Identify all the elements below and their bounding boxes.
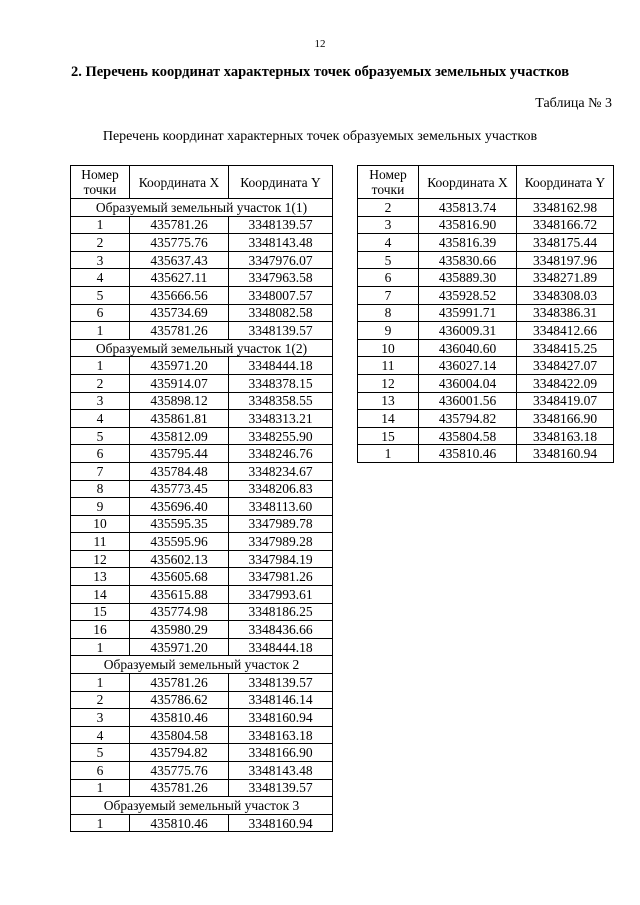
coordinate-y-cell: 3348082.58 bbox=[229, 304, 333, 322]
coordinate-x-cell: 435928.52 bbox=[419, 286, 517, 304]
coordinate-y-cell: 3348139.57 bbox=[229, 322, 333, 340]
table-row bbox=[71, 410, 333, 428]
coordinate-y-cell: 3348378.15 bbox=[229, 374, 333, 392]
point-number-cell: 6 bbox=[71, 445, 130, 463]
coordinate-y-cell: 3348007.57 bbox=[229, 286, 333, 304]
point-number-cell: 4 bbox=[71, 269, 130, 287]
parcel-section-label: Образуемый земельный участок 1(2) bbox=[71, 339, 333, 357]
coordinate-y-cell: 3347984.19 bbox=[229, 550, 333, 568]
table-row bbox=[71, 744, 333, 762]
coordinate-x-cell: 435781.26 bbox=[130, 779, 229, 797]
point-number-cell: 4 bbox=[71, 410, 130, 428]
table-row bbox=[358, 234, 614, 252]
header-coordinate-x: Координата X bbox=[130, 166, 229, 199]
coordinate-x-cell: 435627.11 bbox=[130, 269, 229, 287]
point-number-cell: 10 bbox=[358, 339, 419, 357]
coordinates-table-right bbox=[357, 165, 614, 463]
coordinate-y-cell: 3347989.28 bbox=[229, 533, 333, 551]
coordinate-x-cell: 435816.39 bbox=[419, 234, 517, 252]
header-point-number: Номер точки bbox=[71, 166, 130, 199]
point-number-cell: 12 bbox=[358, 374, 419, 392]
coordinate-x-cell: 435786.62 bbox=[130, 691, 229, 709]
coordinate-y-cell: 3348175.44 bbox=[517, 234, 614, 252]
point-number-cell: 9 bbox=[358, 322, 419, 340]
coordinate-x-cell: 436001.56 bbox=[419, 392, 517, 410]
table-row bbox=[71, 586, 333, 604]
table-row bbox=[358, 251, 614, 269]
table-row bbox=[358, 392, 614, 410]
coordinate-x-cell: 435816.90 bbox=[419, 216, 517, 234]
table-caption: Перечень координат характерных точек образуемых земельных участков bbox=[102, 129, 538, 144]
table-row bbox=[71, 427, 333, 445]
parcel-section-row bbox=[71, 339, 333, 357]
coordinate-x-cell: 435775.76 bbox=[130, 762, 229, 780]
coordinate-x-cell: 436040.60 bbox=[419, 339, 517, 357]
coordinate-x-cell: 435861.81 bbox=[130, 410, 229, 428]
table-row bbox=[71, 251, 333, 269]
table-row bbox=[358, 357, 614, 375]
coordinate-x-cell: 435889.30 bbox=[419, 269, 517, 287]
table-header-row bbox=[71, 166, 333, 199]
table-row bbox=[71, 603, 333, 621]
table-row bbox=[71, 357, 333, 375]
table-row bbox=[71, 286, 333, 304]
table-row bbox=[71, 462, 333, 480]
table-row bbox=[71, 515, 333, 533]
coordinate-x-cell: 435781.26 bbox=[130, 322, 229, 340]
table-row bbox=[71, 568, 333, 586]
coordinate-x-cell: 435812.09 bbox=[130, 427, 229, 445]
point-number-cell: 6 bbox=[358, 269, 419, 287]
point-number-cell: 1 bbox=[71, 674, 130, 692]
coordinate-y-cell: 3348412.66 bbox=[517, 322, 614, 340]
table-row bbox=[71, 709, 333, 727]
parcel-section-row bbox=[71, 656, 333, 674]
table-row bbox=[71, 779, 333, 797]
coordinate-y-cell: 3348143.48 bbox=[229, 762, 333, 780]
coordinate-x-cell: 435898.12 bbox=[130, 392, 229, 410]
table-header-row bbox=[358, 166, 614, 199]
parcel-section-row bbox=[71, 797, 333, 815]
coordinate-y-cell: 3347989.78 bbox=[229, 515, 333, 533]
table-row bbox=[71, 621, 333, 639]
coordinate-x-cell: 435991.71 bbox=[419, 304, 517, 322]
coordinate-y-cell: 3348255.90 bbox=[229, 427, 333, 445]
coordinate-y-cell: 3348163.18 bbox=[229, 726, 333, 744]
point-number-cell: 9 bbox=[71, 498, 130, 516]
coordinate-x-cell: 435781.26 bbox=[130, 216, 229, 234]
parcel-section-label: Образуемый земельный участок 3 bbox=[71, 797, 333, 815]
coordinate-y-cell: 3347963.58 bbox=[229, 269, 333, 287]
parcel-section-row bbox=[71, 199, 333, 217]
coordinate-y-cell: 3348358.55 bbox=[229, 392, 333, 410]
coordinate-x-cell: 435602.13 bbox=[130, 550, 229, 568]
table-body-right bbox=[358, 199, 614, 463]
coordinate-y-cell: 3348139.57 bbox=[229, 779, 333, 797]
point-number-cell: 16 bbox=[71, 621, 130, 639]
point-number-cell: 2 bbox=[71, 691, 130, 709]
point-number-cell: 7 bbox=[358, 286, 419, 304]
coordinate-x-cell: 435830.66 bbox=[419, 251, 517, 269]
table-row bbox=[71, 498, 333, 516]
section-heading: 2. Перечень координат характерных точек образуемых земельных участков bbox=[70, 64, 570, 80]
coordinate-y-cell: 3348143.48 bbox=[229, 234, 333, 252]
table-row bbox=[71, 533, 333, 551]
point-number-cell: 1 bbox=[71, 779, 130, 797]
coordinate-x-cell: 435637.43 bbox=[130, 251, 229, 269]
coordinate-x-cell: 435781.26 bbox=[130, 674, 229, 692]
table-row bbox=[71, 550, 333, 568]
point-number-cell: 3 bbox=[71, 392, 130, 410]
coordinate-y-cell: 3348419.07 bbox=[517, 392, 614, 410]
coordinate-x-cell: 435595.35 bbox=[130, 515, 229, 533]
point-number-cell: 1 bbox=[71, 216, 130, 234]
table-row bbox=[358, 427, 614, 445]
point-number-cell: 1 bbox=[71, 638, 130, 656]
point-number-cell: 8 bbox=[358, 304, 419, 322]
coordinate-y-cell: 3348415.25 bbox=[517, 339, 614, 357]
point-number-cell: 3 bbox=[71, 251, 130, 269]
point-number-cell: 7 bbox=[71, 462, 130, 480]
point-number-cell: 14 bbox=[71, 586, 130, 604]
coordinate-y-cell: 3348162.98 bbox=[517, 199, 614, 217]
coordinate-y-cell: 3348139.57 bbox=[229, 674, 333, 692]
parcel-section-label: Образуемый земельный участок 1(1) bbox=[71, 199, 333, 217]
header-coordinate-y: Координата Y bbox=[517, 166, 614, 199]
coordinate-x-cell: 436009.31 bbox=[419, 322, 517, 340]
coordinate-x-cell: 435615.88 bbox=[130, 586, 229, 604]
coordinate-y-cell: 3348163.18 bbox=[517, 427, 614, 445]
coordinate-x-cell: 435980.29 bbox=[130, 621, 229, 639]
table-row bbox=[358, 216, 614, 234]
coordinate-y-cell: 3347993.61 bbox=[229, 586, 333, 604]
coordinate-x-cell: 435804.58 bbox=[130, 726, 229, 744]
coordinate-x-cell: 435810.46 bbox=[130, 814, 229, 832]
coordinate-y-cell: 3348436.66 bbox=[229, 621, 333, 639]
coordinate-x-cell: 435810.46 bbox=[130, 709, 229, 727]
coordinate-y-cell: 3348427.07 bbox=[517, 357, 614, 375]
point-number-cell: 3 bbox=[358, 216, 419, 234]
coordinate-x-cell: 435914.07 bbox=[130, 374, 229, 392]
coordinate-y-cell: 3348271.89 bbox=[517, 269, 614, 287]
point-number-cell: 2 bbox=[71, 374, 130, 392]
point-number-cell: 6 bbox=[71, 762, 130, 780]
table-body-left bbox=[71, 199, 333, 832]
point-number-cell: 3 bbox=[71, 709, 130, 727]
table-row bbox=[358, 304, 614, 322]
coordinate-y-cell: 3348206.83 bbox=[229, 480, 333, 498]
coordinate-y-cell: 3348308.03 bbox=[517, 286, 614, 304]
coordinate-x-cell: 435794.82 bbox=[130, 744, 229, 762]
table-row bbox=[71, 322, 333, 340]
header-coordinate-x: Координата X bbox=[419, 166, 517, 199]
point-number-cell: 5 bbox=[71, 744, 130, 762]
table-row bbox=[71, 480, 333, 498]
coordinate-x-cell: 435734.69 bbox=[130, 304, 229, 322]
header-point-number: Номер точки bbox=[358, 166, 419, 199]
coordinate-x-cell: 435773.45 bbox=[130, 480, 229, 498]
table-row bbox=[71, 691, 333, 709]
table-row bbox=[71, 674, 333, 692]
table-row bbox=[358, 269, 614, 287]
coordinate-y-cell: 3347976.07 bbox=[229, 251, 333, 269]
table-row bbox=[71, 638, 333, 656]
coordinate-y-cell: 3348386.31 bbox=[517, 304, 614, 322]
coordinate-x-cell: 435971.20 bbox=[130, 357, 229, 375]
coordinate-x-cell: 435784.48 bbox=[130, 462, 229, 480]
coordinate-x-cell: 435804.58 bbox=[419, 427, 517, 445]
point-number-cell: 11 bbox=[358, 357, 419, 375]
point-number-cell: 10 bbox=[71, 515, 130, 533]
point-number-cell: 8 bbox=[71, 480, 130, 498]
point-number-cell: 1 bbox=[71, 357, 130, 375]
coordinate-y-cell: 3348160.94 bbox=[229, 814, 333, 832]
header-coordinate-y: Координата Y bbox=[229, 166, 333, 199]
table-number: Таблица № 3 bbox=[535, 96, 612, 111]
table-row bbox=[71, 726, 333, 744]
coordinate-y-cell: 3348166.72 bbox=[517, 216, 614, 234]
coordinate-x-cell: 435794.82 bbox=[419, 410, 517, 428]
table-row bbox=[71, 445, 333, 463]
coordinate-x-cell: 435971.20 bbox=[130, 638, 229, 656]
point-number-cell: 14 bbox=[358, 410, 419, 428]
table-row bbox=[71, 304, 333, 322]
page-number: 12 bbox=[314, 38, 326, 50]
table-row bbox=[71, 374, 333, 392]
point-number-cell: 5 bbox=[71, 427, 130, 445]
table-row bbox=[71, 234, 333, 252]
point-number-cell: 4 bbox=[358, 234, 419, 252]
coordinate-y-cell: 3348313.21 bbox=[229, 410, 333, 428]
coordinate-x-cell: 435810.46 bbox=[419, 445, 517, 463]
coordinate-y-cell: 3348422.09 bbox=[517, 374, 614, 392]
table-row bbox=[71, 762, 333, 780]
coordinate-y-cell: 3348186.25 bbox=[229, 603, 333, 621]
point-number-cell: 5 bbox=[358, 251, 419, 269]
point-number-cell: 13 bbox=[358, 392, 419, 410]
table-row bbox=[358, 199, 614, 217]
table-row bbox=[358, 339, 614, 357]
point-number-cell: 1 bbox=[358, 445, 419, 463]
point-number-cell: 13 bbox=[71, 568, 130, 586]
table-row bbox=[71, 392, 333, 410]
point-number-cell: 4 bbox=[71, 726, 130, 744]
coordinate-x-cell: 435666.56 bbox=[130, 286, 229, 304]
table-row bbox=[358, 410, 614, 428]
point-number-cell: 1 bbox=[71, 322, 130, 340]
coordinate-y-cell: 3348246.76 bbox=[229, 445, 333, 463]
point-number-cell: 15 bbox=[358, 427, 419, 445]
coordinate-x-cell: 435775.76 bbox=[130, 234, 229, 252]
coordinate-y-cell: 3348113.60 bbox=[229, 498, 333, 516]
coordinate-y-cell: 3348444.18 bbox=[229, 638, 333, 656]
coordinate-y-cell: 3348160.94 bbox=[229, 709, 333, 727]
coordinate-y-cell: 3348234.67 bbox=[229, 462, 333, 480]
point-number-cell: 12 bbox=[71, 550, 130, 568]
point-number-cell: 11 bbox=[71, 533, 130, 551]
table-row bbox=[71, 216, 333, 234]
coordinate-x-cell: 435696.40 bbox=[130, 498, 229, 516]
coordinate-x-cell: 436004.04 bbox=[419, 374, 517, 392]
coordinate-x-cell: 436027.14 bbox=[419, 357, 517, 375]
coordinate-x-cell: 435774.98 bbox=[130, 603, 229, 621]
table-row bbox=[358, 445, 614, 463]
coordinate-x-cell: 435595.96 bbox=[130, 533, 229, 551]
table-row bbox=[358, 286, 614, 304]
coordinate-y-cell: 3348160.94 bbox=[517, 445, 614, 463]
coordinates-table-left bbox=[70, 165, 333, 832]
coordinate-y-cell: 3348197.96 bbox=[517, 251, 614, 269]
point-number-cell: 1 bbox=[71, 814, 130, 832]
point-number-cell: 6 bbox=[71, 304, 130, 322]
table-row bbox=[71, 814, 333, 832]
coordinate-x-cell: 435605.68 bbox=[130, 568, 229, 586]
point-number-cell: 15 bbox=[71, 603, 130, 621]
point-number-cell: 2 bbox=[358, 199, 419, 217]
table-row bbox=[71, 269, 333, 287]
table-row bbox=[358, 374, 614, 392]
coordinate-x-cell: 435795.44 bbox=[130, 445, 229, 463]
table-row bbox=[358, 322, 614, 340]
coordinate-y-cell: 3347981.26 bbox=[229, 568, 333, 586]
coordinate-y-cell: 3348139.57 bbox=[229, 216, 333, 234]
coordinate-y-cell: 3348444.18 bbox=[229, 357, 333, 375]
parcel-section-label: Образуемый земельный участок 2 bbox=[71, 656, 333, 674]
point-number-cell: 2 bbox=[71, 234, 130, 252]
coordinate-y-cell: 3348166.90 bbox=[229, 744, 333, 762]
coordinate-x-cell: 435813.74 bbox=[419, 199, 517, 217]
coordinate-y-cell: 3348166.90 bbox=[517, 410, 614, 428]
coordinate-y-cell: 3348146.14 bbox=[229, 691, 333, 709]
point-number-cell: 5 bbox=[71, 286, 130, 304]
